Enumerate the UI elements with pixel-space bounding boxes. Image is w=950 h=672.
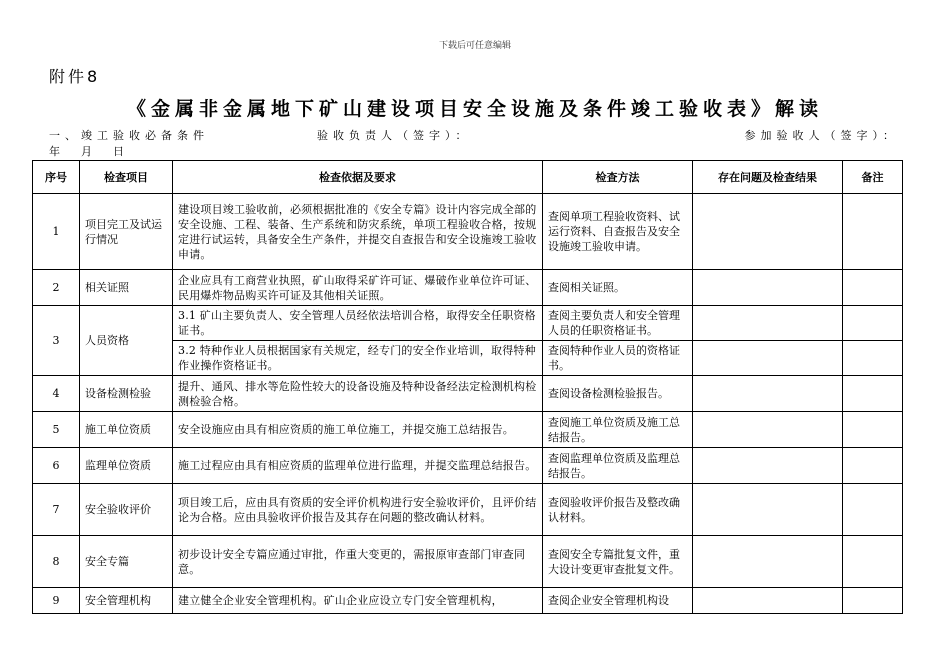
row-requirement: 建设项目竣工验收前，必须根据批准的《安全专篇》设计内容完成全部的安全设施、工程、装备、生产系统和防灾系统，单项工程验收合格，按规定进行试运转，具备安全生产条件，并提交自查报告和安全设施竣工验收申请。	[173, 194, 543, 270]
responsible-signature-label: 验收负责人（签字）：	[317, 129, 472, 142]
row-remark-cell	[843, 484, 903, 536]
row-requirement: 施工过程应由具有相应资质的监理单位进行监理，并提交监理总结报告。	[173, 448, 543, 484]
row-number: 8	[33, 536, 80, 588]
row-method: 查阅特种作业人员的资格证书。	[543, 341, 693, 376]
signature-row	[49, 127, 899, 142]
row-item: 项目完工及试运行情况	[80, 194, 173, 270]
row-requirement: 3.1 矿山主要负责人、安全管理人员经依法培训合格，取得安全任职资格证书。	[173, 306, 543, 341]
row-remark-cell	[843, 270, 903, 306]
row-item: 安全验收评价	[80, 484, 173, 536]
row-remark-cell	[843, 376, 903, 412]
header-no: 序号	[33, 161, 80, 194]
row-result-cell	[693, 588, 843, 614]
table-row	[33, 270, 903, 306]
table-row	[33, 412, 903, 448]
row-number: 6	[33, 448, 80, 484]
row-result-cell	[693, 194, 843, 270]
row-number: 9	[33, 588, 80, 614]
row-number: 2	[33, 270, 80, 306]
watermark-text: 下载后可任意编辑	[438, 41, 511, 51]
row-result-cell	[693, 448, 843, 484]
row-item: 监理单位资质	[80, 448, 173, 484]
row-result-cell	[693, 270, 843, 306]
row-result-cell	[693, 412, 843, 448]
row-method: 查阅主要负责人和安全管理人员的任职资格证书。	[543, 306, 693, 341]
header-remark: 备注	[843, 161, 903, 194]
row-requirement: 安全设施应由具有相应资质的施工单位施工，并提交施工总结报告。	[173, 412, 543, 448]
table-row	[33, 376, 903, 412]
header-result: 存在问题及检查结果	[693, 161, 843, 194]
row-method: 查阅企业安全管理机构设	[543, 588, 693, 614]
table-row	[33, 536, 903, 588]
acceptance-table	[32, 160, 903, 614]
row-method: 查阅监理单位资质及监理总结报告。	[543, 448, 693, 484]
table-row	[33, 306, 903, 341]
row-requirement: 3.2 特种作业人员根据国家有关规定，经专门的安全作业培训，取得特种作业操作资格证书。	[173, 341, 543, 376]
row-method: 查阅施工单位资质及施工总结报告。	[543, 412, 693, 448]
row-remark-cell	[843, 306, 903, 341]
row-method: 查阅验收评价报告及整改确认材料。	[543, 484, 693, 536]
date-line: 年 月 日	[49, 145, 124, 158]
row-method: 查阅单项工程验收资料、试运行资料、自查报告及安全设施竣工验收申请。	[543, 194, 693, 270]
row-method: 查阅设备检测检验报告。	[543, 376, 693, 412]
row-item: 施工单位资质	[80, 412, 173, 448]
row-item: 人员资格	[80, 306, 173, 376]
row-number: 5	[33, 412, 80, 448]
row-item: 安全管理机构	[80, 588, 173, 614]
document-title: 《金属非金属地下矿山建设项目安全设施及条件竣工验收表》解读	[126, 98, 823, 120]
row-remark-cell	[843, 412, 903, 448]
header-item: 检查项目	[80, 161, 173, 194]
row-remark-cell	[843, 536, 903, 588]
table-row	[33, 448, 903, 484]
row-remark-cell	[843, 448, 903, 484]
table-row	[33, 484, 903, 536]
header-method: 检查方法	[543, 161, 693, 194]
row-requirement: 提升、通风、排水等危险性较大的设备设施及特种设备经法定检测机构检测检验合格。	[173, 376, 543, 412]
section-label: 一、竣工验收必备条件	[49, 129, 209, 142]
annex-label: 附件8	[49, 67, 101, 86]
row-result-cell	[693, 341, 843, 376]
row-result-cell	[693, 376, 843, 412]
row-requirement: 项目竣工后，应由具有资质的安全评价机构进行安全验收评价，且评价结论为合格。应由具验收评价报告及其存在问题的整改确认材料。	[173, 484, 543, 536]
row-item: 安全专篇	[80, 536, 173, 588]
row-item: 设备检测检验	[80, 376, 173, 412]
row-number: 7	[33, 484, 80, 536]
row-remark-cell	[843, 194, 903, 270]
row-remark-cell	[843, 341, 903, 376]
row-item: 相关证照	[80, 270, 173, 306]
table-row	[33, 194, 903, 270]
participants-signature-label: 参加验收人（签字）：	[744, 129, 899, 142]
row-number: 1	[33, 194, 80, 270]
row-requirement: 企业应具有工商营业执照，矿山取得采矿许可证、爆破作业单位许可证、民用爆炸物品购买许可证及其他相关证照。	[173, 270, 543, 306]
row-remark-cell	[843, 588, 903, 614]
row-method: 查阅安全专篇批复文件，重大设计变更审查批复文件。	[543, 536, 693, 588]
table-header-row	[33, 161, 903, 194]
row-result-cell	[693, 484, 843, 536]
row-requirement: 初步设计安全专篇应通过审批，作重大变更的，需报原审查部门审查同意。	[173, 536, 543, 588]
table-row	[33, 588, 903, 614]
row-result-cell	[693, 536, 843, 588]
row-number: 3	[33, 306, 80, 376]
row-requirement: 建立健全企业安全管理机构。矿山企业应设立专门安全管理机构，	[173, 588, 543, 614]
header-requirement: 检查依据及要求	[173, 161, 543, 194]
row-number: 4	[33, 376, 80, 412]
row-method: 查阅相关证照。	[543, 270, 693, 306]
row-result-cell	[693, 306, 843, 341]
